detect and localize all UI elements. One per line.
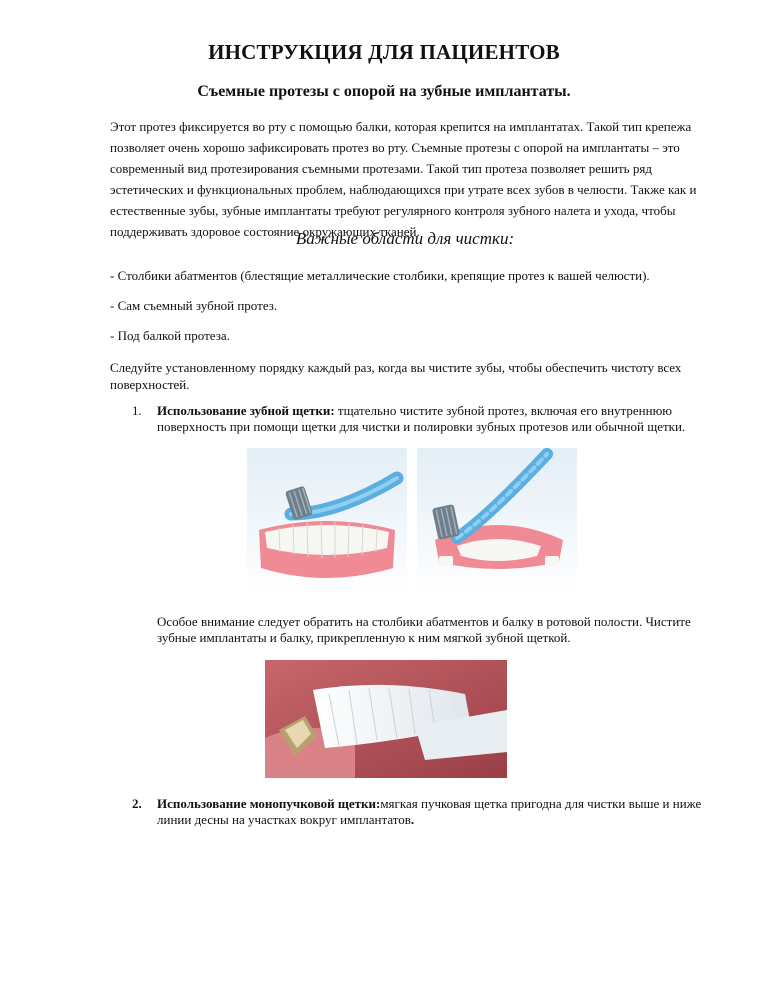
step-body: тщательно чистите зубной протез, включая его внутреннюю поверхность при помощи щетки для чистки и полировки зубных протезов или обычной щетки. xyxy=(157,403,686,434)
step-heading: Использование зубной щетки: xyxy=(157,403,335,418)
abutment-brushing-photo xyxy=(265,660,507,778)
denture-brushing-illustration xyxy=(247,448,407,598)
bullet-item-abutments: - Столбики абатментов (блестящие металлические столбики, крепящие протез к вашей челюсти). xyxy=(110,268,650,283)
bullet-item-denture: - Сам съемный зубной протез. xyxy=(110,298,278,313)
intro-paragraph: Этот протез фиксируется во рту с помощью балки, которая крепится на имплантатах. Такой тип крепежа позволяет очень хорошо зафиксировать протез во рту. Съемные протезы с опорой на имплантаты – это современный вид протезирования съемными протезами. Такой тип протеза позволяет решить ряд эстетических и функциональных проблем, наблюдающихся при утрате всех зубов в челюсти. Также как и естественные зубы, зубные имплантаты требуют регулярного контроля зубного налета и ухода, чтобы поддерживать здоровое состояние окружающих тканей. xyxy=(110,119,697,239)
bullet-item-under-bar: - Под балкой протеза. xyxy=(110,328,230,343)
denture-inner-brushing-illustration xyxy=(417,448,577,598)
step-body: мягкая пучковая щетка пригодна для чистки выше и ниже линии десны на участках вокруг имплантатов xyxy=(157,796,702,827)
step-number: 1. xyxy=(132,403,142,418)
step-number: 2. xyxy=(132,796,142,811)
page-subtitle: Съемные протезы с опорой на зубные имплантаты. xyxy=(197,83,571,100)
step-end-period: . xyxy=(410,812,415,827)
page-title: ИНСТРУКЦИЯ ДЛЯ ПАЦИЕНТОВ xyxy=(208,40,560,64)
follow-paragraph: Следуйте установленному порядку каждый раз, когда вы чистите зубы, чтобы обеспечить чистоту всех поверхностей. xyxy=(110,360,682,392)
section-heading: Важные области для чистки: xyxy=(295,229,515,248)
note-paragraph: Особое внимание следует обратить на столбики абатментов и балку в ротовой полости. Чистите зубные имплантаты и балку, прикрепленную к ним мягкой зубной щеткой. xyxy=(157,614,691,645)
step-heading: Использование монопучковой щетки: xyxy=(157,796,381,811)
step-text xyxy=(157,403,727,435)
teeth-row xyxy=(265,525,389,555)
step-text xyxy=(157,796,727,828)
